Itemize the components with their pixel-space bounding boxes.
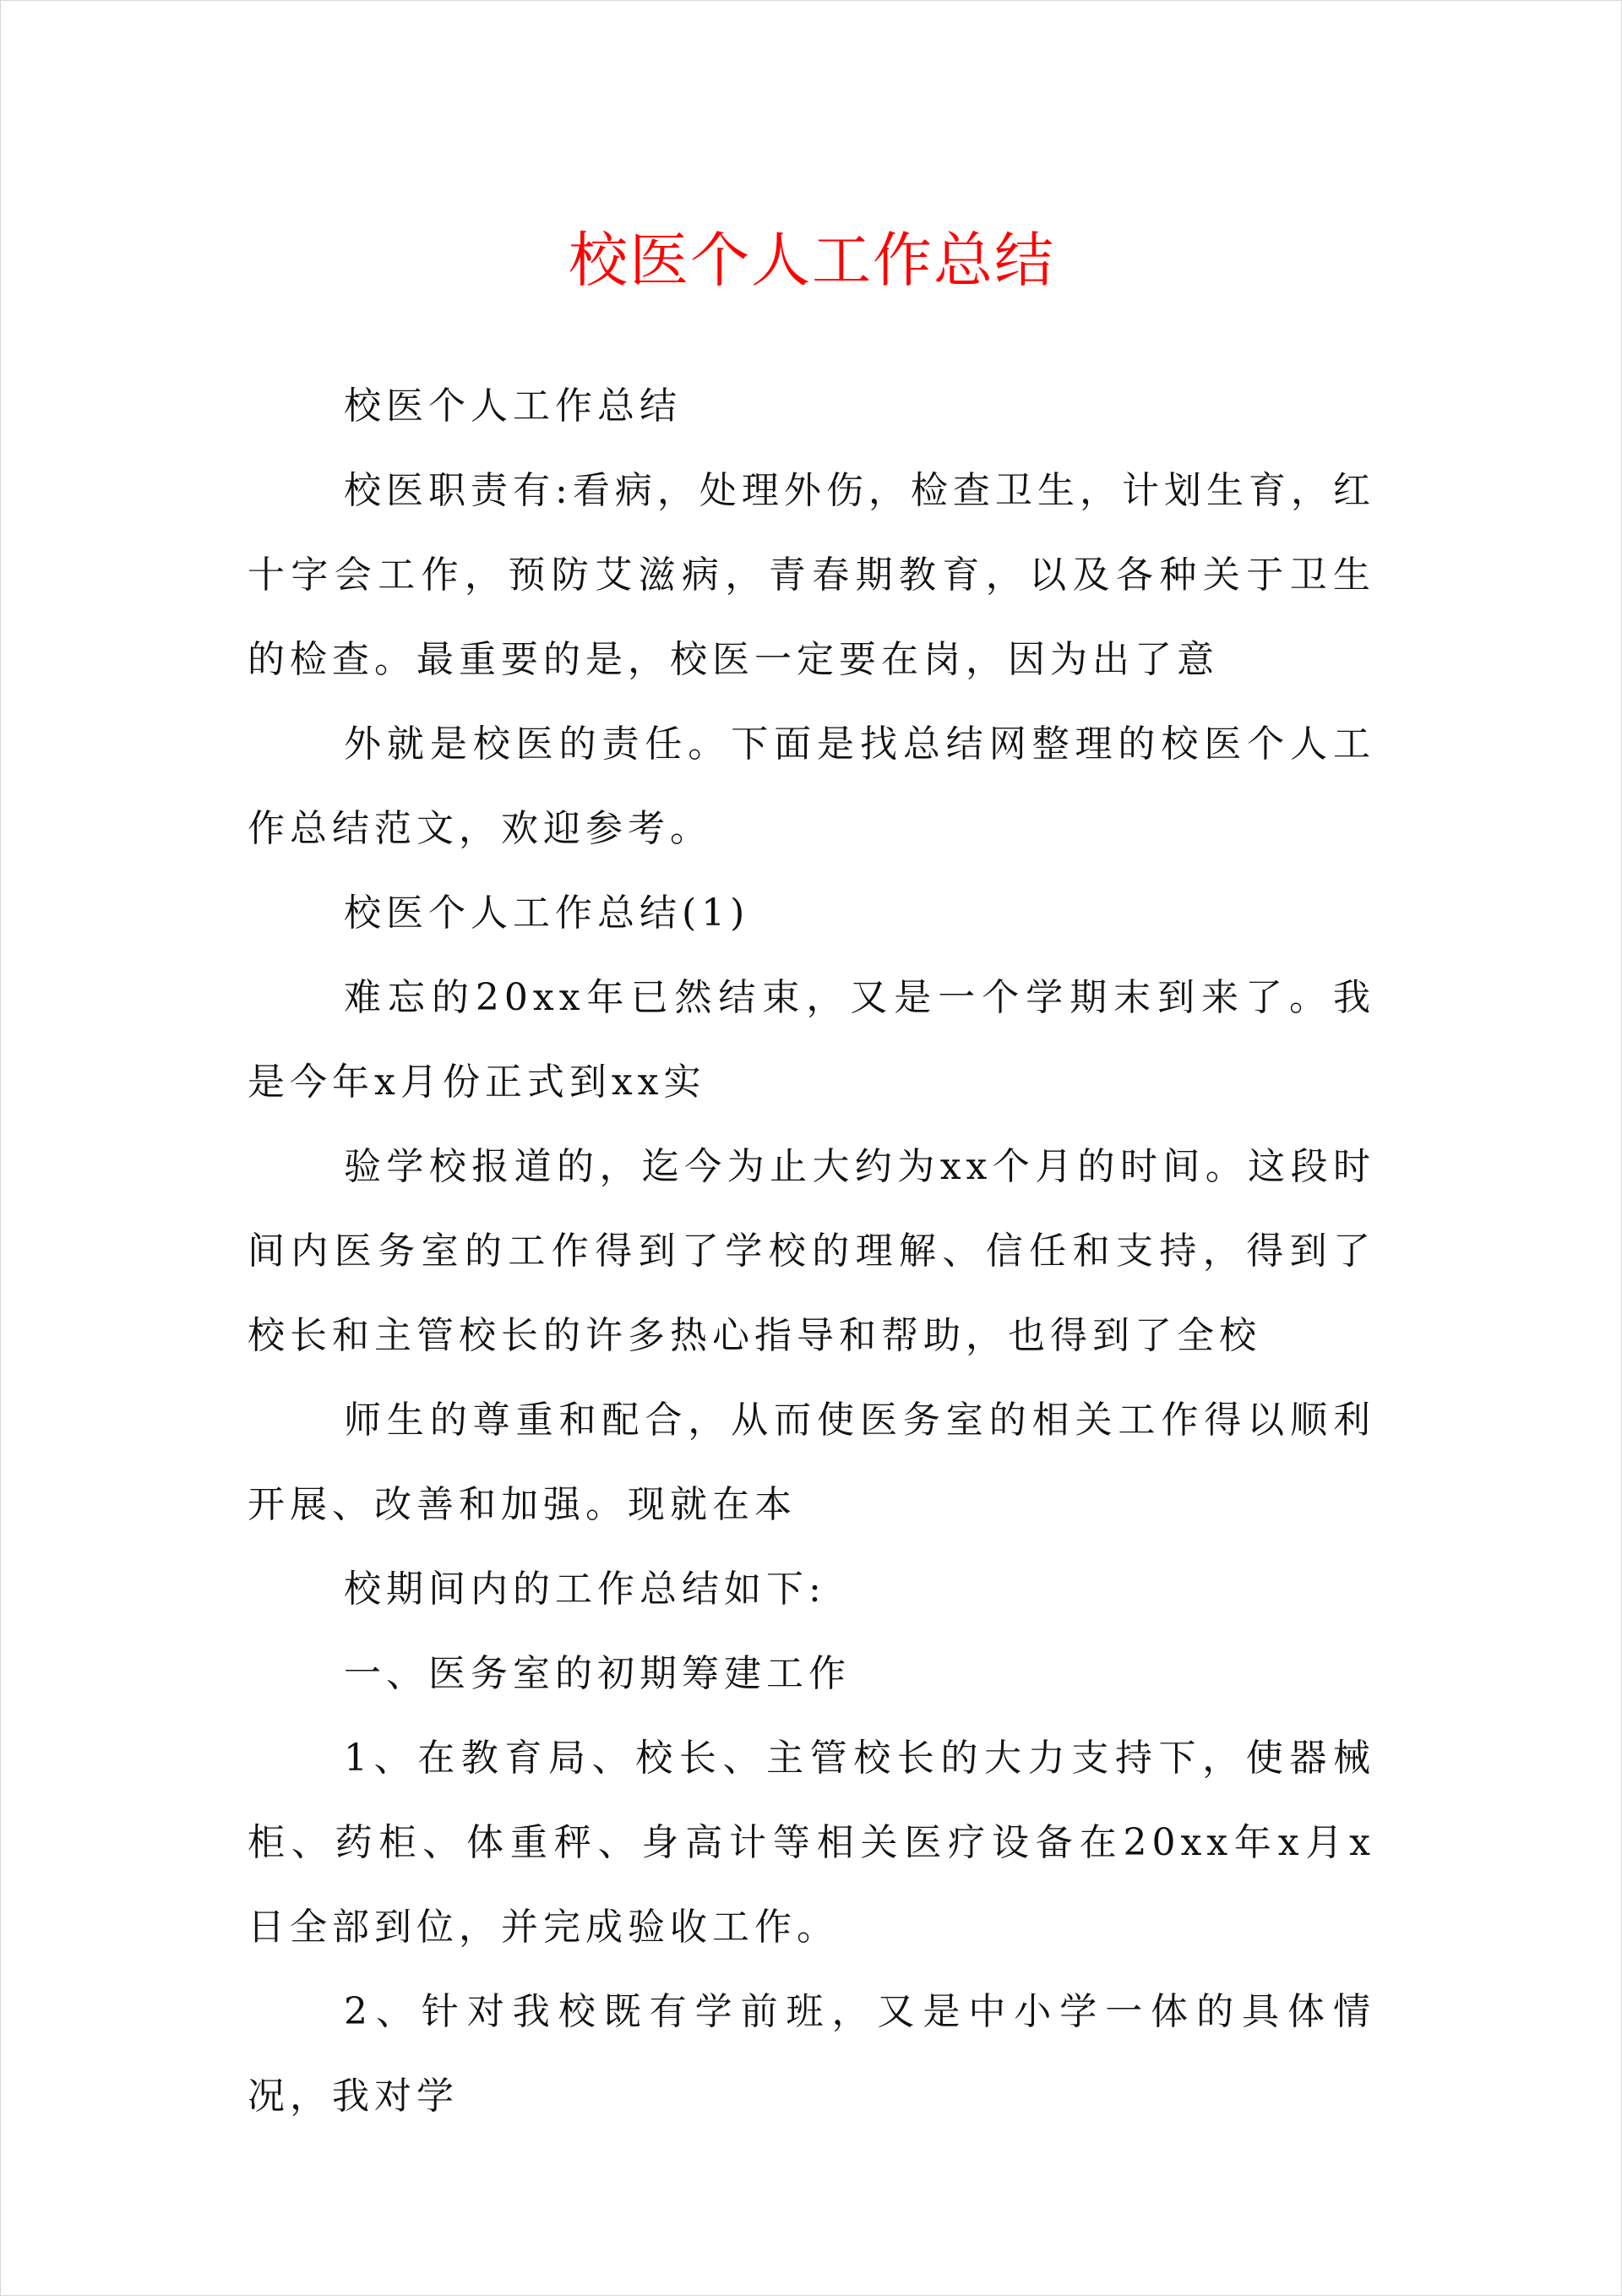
document-body <box>248 364 1375 2139</box>
document-title: 校医个人工作总结 <box>569 226 1055 295</box>
paragraph-item-two: 2、针对我校既有学前班，又是中小学一体的具体情况，我对学 <box>248 1990 1375 2118</box>
paragraph-cooperation: 师生的尊重和配合，从而使医务室的相关工作得以顺利开展、改善和加强。现就在本 <box>248 1399 1375 1526</box>
paragraph-intro: 外就是校医的责任。下面是找总结网整理的校医个人工作总结范文，欢迎参考。 <box>248 723 1375 850</box>
paragraph-support: 验学校报道的，迄今为止大约为xx个月的时间。这段时间内医务室的工作得到了学校的理解、信任和支持，得到了校长和主管校长的许多热心指导和帮助，也得到了全校 <box>248 1145 1375 1357</box>
paragraph-item-one: 1、在教育局、校长、主管校长的大力支持下，使器械柜、药柜、体重秤、身高计等相关医疗设备在20xx年x月x日全部到位，并完成验收工作。 <box>248 1737 1375 1949</box>
paragraph-duties: 校医职责有:看病，处理外伤，检查卫生，计划生育，红十字会工作，预防艾滋病，青春期教育，以及各种关于卫生的检查。最重要的是，校医一定要在岗，因为出了意 <box>248 469 1375 681</box>
paragraph-subtitle: 校医个人工作总结 <box>344 384 682 428</box>
paragraph-summary-lead: 校期间内的工作总结如下: <box>344 1568 826 1611</box>
paragraph-section-heading: 校医个人工作总结(1) <box>344 892 750 935</box>
paragraph-opening: 难忘的20xx年已然结束，又是一个学期末到来了。我是今年x月份正式到xx实 <box>248 976 1375 1104</box>
paragraph-heading-one: 一、医务室的初期筹建工作 <box>344 1652 851 1695</box>
